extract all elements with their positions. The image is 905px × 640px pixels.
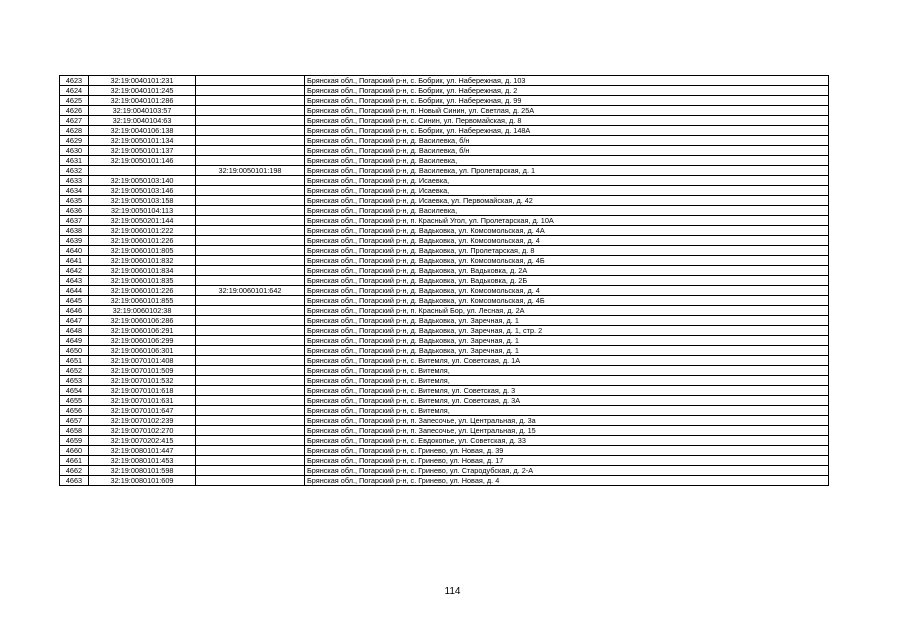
row-number-cell: 4654 bbox=[60, 386, 89, 396]
table-row bbox=[60, 296, 829, 306]
previous-number-cell bbox=[196, 146, 305, 156]
table-row bbox=[60, 106, 829, 116]
previous-number-cell bbox=[196, 226, 305, 236]
row-number-cell: 4640 bbox=[60, 246, 89, 256]
address-cell: Брянская обл., Погарский р-н, с. Витемля, bbox=[305, 376, 829, 386]
previous-number-cell bbox=[196, 216, 305, 226]
table-row bbox=[60, 466, 829, 476]
previous-number-cell bbox=[196, 416, 305, 426]
previous-number-cell bbox=[196, 156, 305, 166]
cadastral-number-cell: 32:19:0040101:245 bbox=[89, 86, 196, 96]
address-cell: Брянская обл., Погарский р-н, д. Василевка, б/н bbox=[305, 136, 829, 146]
previous-number-cell bbox=[196, 456, 305, 466]
row-number-cell: 4643 bbox=[60, 276, 89, 286]
previous-number-cell bbox=[196, 406, 305, 416]
address-cell: Брянская обл., Погарский р-н, д. Вадьковка, ул. Комсомольская, д. 4 bbox=[305, 286, 829, 296]
table-row bbox=[60, 86, 829, 96]
cadastral-number-cell: 32:19:0070101:532 bbox=[89, 376, 196, 386]
previous-number-cell bbox=[196, 176, 305, 186]
table-row bbox=[60, 476, 829, 486]
table-row bbox=[60, 406, 829, 416]
previous-number-cell bbox=[196, 206, 305, 216]
cadastral-number-cell: 32:19:0060101:805 bbox=[89, 246, 196, 256]
address-cell: Брянская обл., Погарский р-н, с. Бобрик, ул. Набережная, д. 103 bbox=[305, 76, 829, 86]
previous-number-cell bbox=[196, 136, 305, 146]
table-row bbox=[60, 426, 829, 436]
cadastral-number-cell: 32:19:0070101:631 bbox=[89, 396, 196, 406]
row-number-cell: 4624 bbox=[60, 86, 89, 96]
cadastral-number-cell: 32:19:0040103:57 bbox=[89, 106, 196, 116]
cadastral-number-cell: 32:19:0050101:134 bbox=[89, 136, 196, 146]
address-cell: Брянская обл., Погарский р-н, п. Новый Синин, ул. Светлая, д. 25А bbox=[305, 106, 829, 116]
address-cell: Брянская обл., Погарский р-н, с. Гринево, ул. Новая, д. 4 bbox=[305, 476, 829, 486]
cadastral-number-cell: 32:19:0060101:222 bbox=[89, 226, 196, 236]
row-number-cell: 4649 bbox=[60, 336, 89, 346]
row-number-cell: 4647 bbox=[60, 316, 89, 326]
previous-number-cell: 32:19:0060101:642 bbox=[196, 286, 305, 296]
table-row bbox=[60, 276, 829, 286]
row-number-cell: 4629 bbox=[60, 136, 89, 146]
row-number-cell: 4646 bbox=[60, 306, 89, 316]
row-number-cell: 4653 bbox=[60, 376, 89, 386]
address-cell: Брянская обл., Погарский р-н, д. Исаевка, ул. Первомайская, д. 42 bbox=[305, 196, 829, 206]
previous-number-cell bbox=[196, 436, 305, 446]
cadastral-number-cell: 32:19:0080101:447 bbox=[89, 446, 196, 456]
address-cell: Брянская обл., Погарский р-н, с. Евдокопье, ул. Советская, д. 33 bbox=[305, 436, 829, 446]
cadastral-number-cell: 32:19:0080101:453 bbox=[89, 456, 196, 466]
row-number-cell: 4625 bbox=[60, 96, 89, 106]
table-row bbox=[60, 166, 829, 176]
address-cell: Брянская обл., Погарский р-н, д. Вадьковка, ул. Заречная, д. 1 bbox=[305, 346, 829, 356]
address-cell: Брянская обл., Погарский р-н, д. Вадьковка, ул. Вадьковка, д. 2А bbox=[305, 266, 829, 276]
address-cell: Брянская обл., Погарский р-н, д. Вадьковка, ул. Комсомольская, д. 4А bbox=[305, 226, 829, 236]
row-number-cell: 4651 bbox=[60, 356, 89, 366]
previous-number-cell bbox=[196, 186, 305, 196]
row-number-cell: 4637 bbox=[60, 216, 89, 226]
table-row bbox=[60, 206, 829, 216]
address-cell: Брянская обл., Погарский р-н, д. Вадьковка, ул. Комсомольская, д. 4Б bbox=[305, 296, 829, 306]
row-number-cell: 4657 bbox=[60, 416, 89, 426]
address-cell: Брянская обл., Погарский р-н, с. Витемля, ул. Советская, д. 3А bbox=[305, 396, 829, 406]
previous-number-cell bbox=[196, 126, 305, 136]
cadastral-number-cell: 32:19:0060101:832 bbox=[89, 256, 196, 266]
table-row bbox=[60, 396, 829, 406]
row-number-cell: 4659 bbox=[60, 436, 89, 446]
cadastral-number-cell bbox=[89, 166, 196, 176]
cadastral-number-cell: 32:19:0050104:113 bbox=[89, 206, 196, 216]
address-cell: Брянская обл., Погарский р-н, д. Вадьковка, ул. Заречная, д. 1 bbox=[305, 316, 829, 326]
address-cell: Брянская обл., Погарский р-н, с. Гринево, ул. Стародубская, д. 2-А bbox=[305, 466, 829, 476]
previous-number-cell bbox=[196, 316, 305, 326]
address-cell: Брянская обл., Погарский р-н, с. Гринево, ул. Новая, д. 17 bbox=[305, 456, 829, 466]
row-number-cell: 4662 bbox=[60, 466, 89, 476]
table-row bbox=[60, 376, 829, 386]
table-row bbox=[60, 156, 829, 166]
table-row bbox=[60, 96, 829, 106]
previous-number-cell bbox=[196, 116, 305, 126]
previous-number-cell: 32:19:0050101:198 bbox=[196, 166, 305, 176]
page-number: 114 bbox=[444, 586, 461, 597]
row-number-cell: 4658 bbox=[60, 426, 89, 436]
address-cell: Брянская обл., Погарский р-н, с. Бобрик, ул. Набережная, д. 99 bbox=[305, 96, 829, 106]
table-row bbox=[60, 126, 829, 136]
row-number-cell: 4631 bbox=[60, 156, 89, 166]
address-cell: Брянская обл., Погарский р-н, д. Василевка, б/н bbox=[305, 146, 829, 156]
table-row bbox=[60, 366, 829, 376]
table-row bbox=[60, 146, 829, 156]
row-number-cell: 4644 bbox=[60, 286, 89, 296]
previous-number-cell bbox=[196, 196, 305, 206]
previous-number-cell bbox=[196, 376, 305, 386]
table-row bbox=[60, 256, 829, 266]
cadastral-number-cell: 32:19:0070102:270 bbox=[89, 426, 196, 436]
address-cell: Брянская обл., Погарский р-н, с. Витемля, bbox=[305, 366, 829, 376]
cadastral-number-cell: 32:19:0070202:415 bbox=[89, 436, 196, 446]
cadastral-number-cell: 32:19:0060102:38 bbox=[89, 306, 196, 316]
address-cell: Брянская обл., Погарский р-н, п. Красный Угол, ул. Пролетарская, д. 10А bbox=[305, 216, 829, 226]
row-number-cell: 4660 bbox=[60, 446, 89, 456]
cadastral-number-cell: 32:19:0060101:835 bbox=[89, 276, 196, 286]
cadastral-number-cell: 32:19:0040104:63 bbox=[89, 116, 196, 126]
row-number-cell: 4648 bbox=[60, 326, 89, 336]
address-cell: Брянская обл., Погарский р-н, с. Бобрик, ул. Набережная, д. 2 bbox=[305, 86, 829, 96]
row-number-cell: 4642 bbox=[60, 266, 89, 276]
row-number-cell: 4623 bbox=[60, 76, 89, 86]
table-row bbox=[60, 456, 829, 466]
cadastral-number-cell: 32:19:0050101:137 bbox=[89, 146, 196, 156]
address-cell: Брянская обл., Погарский р-н, д. Вадьковка, ул. Заречная, д. 1, стр. 2 bbox=[305, 326, 829, 336]
table-row bbox=[60, 116, 829, 126]
address-cell: Брянская обл., Погарский р-н, д. Вадьковка, ул. Заречная, д. 1 bbox=[305, 336, 829, 346]
previous-number-cell bbox=[196, 396, 305, 406]
row-number-cell: 4652 bbox=[60, 366, 89, 376]
previous-number-cell bbox=[196, 306, 305, 316]
row-number-cell: 4635 bbox=[60, 196, 89, 206]
table-row bbox=[60, 356, 829, 366]
previous-number-cell bbox=[196, 96, 305, 106]
address-cell: Брянская обл., Погарский р-н, п. Запесочье, ул. Центральная, д. 15 bbox=[305, 426, 829, 436]
previous-number-cell bbox=[196, 256, 305, 266]
table-row bbox=[60, 316, 829, 326]
previous-number-cell bbox=[196, 86, 305, 96]
cadastral-number-cell: 32:19:0050101:146 bbox=[89, 156, 196, 166]
cadastral-number-cell: 32:19:0060106:291 bbox=[89, 326, 196, 336]
previous-number-cell bbox=[196, 326, 305, 336]
address-cell: Брянская обл., Погарский р-н, д. Исаевка, bbox=[305, 186, 829, 196]
previous-number-cell bbox=[196, 336, 305, 346]
previous-number-cell bbox=[196, 426, 305, 436]
cadastral-number-cell: 32:19:0050103:140 bbox=[89, 176, 196, 186]
address-cell: Брянская обл., Погарский р-н, д. Вадьковка, ул. Вадьковка, д. 2Б bbox=[305, 276, 829, 286]
address-cell: Брянская обл., Погарский р-н, д. Василевка, bbox=[305, 156, 829, 166]
previous-number-cell bbox=[196, 476, 305, 486]
previous-number-cell bbox=[196, 346, 305, 356]
table-row bbox=[60, 246, 829, 256]
previous-number-cell bbox=[196, 236, 305, 246]
address-cell: Брянская обл., Погарский р-н, п. Запесочье, ул. Центральная, д. 3а bbox=[305, 416, 829, 426]
row-number-cell: 4661 bbox=[60, 456, 89, 466]
row-number-cell: 4633 bbox=[60, 176, 89, 186]
address-cell: Брянская обл., Погарский р-н, д. Вадьковка, ул. Комсомольская, д. 4Б bbox=[305, 256, 829, 266]
table-row bbox=[60, 176, 829, 186]
table-row bbox=[60, 416, 829, 426]
table-row bbox=[60, 226, 829, 236]
address-cell: Брянская обл., Погарский р-н, д. Исаевка, bbox=[305, 176, 829, 186]
row-number-cell: 4634 bbox=[60, 186, 89, 196]
cadastral-number-cell: 32:19:0060106:286 bbox=[89, 316, 196, 326]
previous-number-cell bbox=[196, 276, 305, 286]
row-number-cell: 4655 bbox=[60, 396, 89, 406]
previous-number-cell bbox=[196, 246, 305, 256]
cadastral-number-cell: 32:19:0060101:834 bbox=[89, 266, 196, 276]
row-number-cell: 4630 bbox=[60, 146, 89, 156]
previous-number-cell bbox=[196, 76, 305, 86]
cadastral-number-cell: 32:19:0060101:226 bbox=[89, 286, 196, 296]
table-row bbox=[60, 216, 829, 226]
row-number-cell: 4628 bbox=[60, 126, 89, 136]
table-row bbox=[60, 436, 829, 446]
row-number-cell: 4641 bbox=[60, 256, 89, 266]
row-number-cell: 4638 bbox=[60, 226, 89, 236]
table-row bbox=[60, 136, 829, 146]
cadastral-number-cell: 32:19:0040101:231 bbox=[89, 76, 196, 86]
cadastral-number-cell: 32:19:0050201:144 bbox=[89, 216, 196, 226]
address-cell: Брянская обл., Погарский р-н, с. Витемля, bbox=[305, 406, 829, 416]
table-row bbox=[60, 236, 829, 246]
cadastral-number-cell: 32:19:0060106:301 bbox=[89, 346, 196, 356]
table-row bbox=[60, 336, 829, 346]
table-row bbox=[60, 266, 829, 276]
address-cell: Брянская обл., Погарский р-н, д. Василевка, ул. Пролетарская, д. 1 bbox=[305, 166, 829, 176]
register-table-body bbox=[60, 76, 829, 486]
table-row bbox=[60, 346, 829, 356]
register-table bbox=[59, 75, 829, 486]
row-number-cell: 4650 bbox=[60, 346, 89, 356]
cadastral-number-cell: 32:19:0070101:408 bbox=[89, 356, 196, 366]
cadastral-number-cell: 32:19:0080101:598 bbox=[89, 466, 196, 476]
row-number-cell: 4645 bbox=[60, 296, 89, 306]
cadastral-number-cell: 32:19:0050103:158 bbox=[89, 196, 196, 206]
previous-number-cell bbox=[196, 446, 305, 456]
cadastral-number-cell: 32:19:0040101:286 bbox=[89, 96, 196, 106]
row-number-cell: 4632 bbox=[60, 166, 89, 176]
row-number-cell: 4639 bbox=[60, 236, 89, 246]
table-row bbox=[60, 446, 829, 456]
address-cell: Брянская обл., Погарский р-н, с. Витемля, ул. Советская, д. 1А bbox=[305, 356, 829, 366]
address-cell: Брянская обл., Погарский р-н, д. Василевка, bbox=[305, 206, 829, 216]
table-row bbox=[60, 76, 829, 86]
row-number-cell: 4656 bbox=[60, 406, 89, 416]
previous-number-cell bbox=[196, 366, 305, 376]
cadastral-number-cell: 32:19:0070101:647 bbox=[89, 406, 196, 416]
previous-number-cell bbox=[196, 296, 305, 306]
cadastral-number-cell: 32:19:0070101:509 bbox=[89, 366, 196, 376]
address-cell: Брянская обл., Погарский р-н, с. Синин, ул. Первомайская, д. 8 bbox=[305, 116, 829, 126]
cadastral-number-cell: 32:19:0080101:609 bbox=[89, 476, 196, 486]
cadastral-number-cell: 32:19:0070101:618 bbox=[89, 386, 196, 396]
cadastral-number-cell: 32:19:0040106:138 bbox=[89, 126, 196, 136]
table-row bbox=[60, 186, 829, 196]
address-cell: Брянская обл., Погарский р-н, с. Бобрик, ул. Набережная, д. 148А bbox=[305, 126, 829, 136]
previous-number-cell bbox=[196, 466, 305, 476]
cadastral-number-cell: 32:19:0070102:239 bbox=[89, 416, 196, 426]
row-number-cell: 4636 bbox=[60, 206, 89, 216]
previous-number-cell bbox=[196, 266, 305, 276]
cadastral-number-cell: 32:19:0050103:146 bbox=[89, 186, 196, 196]
cadastral-number-cell: 32:19:0060106:299 bbox=[89, 336, 196, 346]
previous-number-cell bbox=[196, 106, 305, 116]
row-number-cell: 4663 bbox=[60, 476, 89, 486]
table-row bbox=[60, 386, 829, 396]
previous-number-cell bbox=[196, 386, 305, 396]
table-row bbox=[60, 306, 829, 316]
address-cell: Брянская обл., Погарский р-н, п. Красный Бор, ул. Лесная, д. 2А bbox=[305, 306, 829, 316]
cadastral-number-cell: 32:19:0060101:226 bbox=[89, 236, 196, 246]
table-row bbox=[60, 326, 829, 336]
address-cell: Брянская обл., Погарский р-н, с. Гринево, ул. Новая, д. 39 bbox=[305, 446, 829, 456]
table-row bbox=[60, 196, 829, 206]
address-cell: Брянская обл., Погарский р-н, д. Вадьковка, ул. Пролетарская, д. 8 bbox=[305, 246, 829, 256]
row-number-cell: 4627 bbox=[60, 116, 89, 126]
table-row bbox=[60, 286, 829, 296]
address-cell: Брянская обл., Погарский р-н, с. Витемля, ул. Советская, д. 3 bbox=[305, 386, 829, 396]
row-number-cell: 4626 bbox=[60, 106, 89, 116]
previous-number-cell bbox=[196, 356, 305, 366]
address-cell: Брянская обл., Погарский р-н, д. Вадьковка, ул. Комсомольская, д. 4 bbox=[305, 236, 829, 246]
cadastral-number-cell: 32:19:0060101:855 bbox=[89, 296, 196, 306]
